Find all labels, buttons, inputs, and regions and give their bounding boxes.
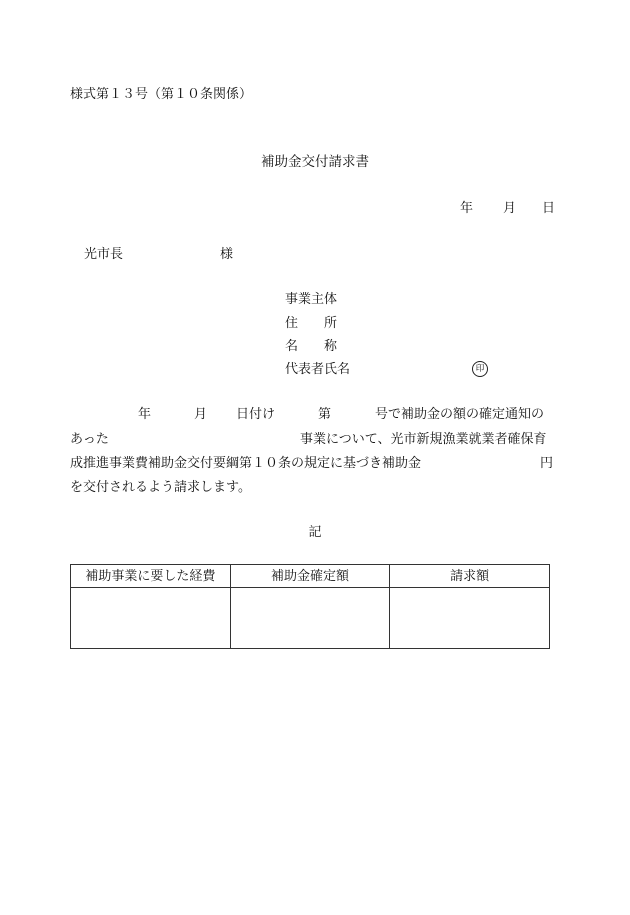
seal-mark: 印 [472,361,488,377]
applicant-representative-label: 代表者氏名 [285,362,351,377]
table-header-confirmed-amount: 補助金確定額 [230,565,390,588]
form-number: 様式第１３号（第１０条関係） [70,87,253,102]
addressee-honorific: 様 [220,247,234,262]
table-cell-confirmed-amount [230,588,390,649]
table-cell-claim-amount [390,588,550,649]
applicant-entity-label: 事業主体 [285,292,338,307]
body-line1-rest: 号で補助金の額の確定通知の [375,407,545,422]
ki-heading: 記 [308,525,322,540]
date-day-label: 日 [542,201,556,216]
expense-table [70,564,550,649]
date-year-label: 年 [460,201,474,216]
document-title: 補助金交付請求書 [261,154,369,170]
table-header-row [71,565,550,588]
body-line1-dated: 日付け [236,407,276,422]
body-line4-text: を交付されるよう請求します。 [70,480,251,495]
applicant-name-label: 名 称 [285,339,338,354]
body-line2-start: あった [70,432,109,447]
date-month-label: 月 [503,201,517,216]
body-line1-year: 年 [138,407,152,422]
table-cell-expense [71,588,231,649]
body-line1-number-prefix: 第 [318,407,332,422]
table-row [71,588,550,649]
table-header-claim-amount: 請求額 [390,565,550,588]
body-line3-text: 成推進事業費補助金交付要綱第１０条の規定に基づき補助金 [70,456,422,471]
addressee-mayor: 光市長 [84,247,124,262]
table-header-expense: 補助事業に要した経費 [71,565,231,588]
body-line2-rest: 事業について、光市新規漁業就業者確保育 [300,432,547,447]
applicant-address-label: 住 所 [285,316,338,331]
body-line1-month: 月 [194,407,208,422]
body-line3-yen: 円 [540,456,554,471]
